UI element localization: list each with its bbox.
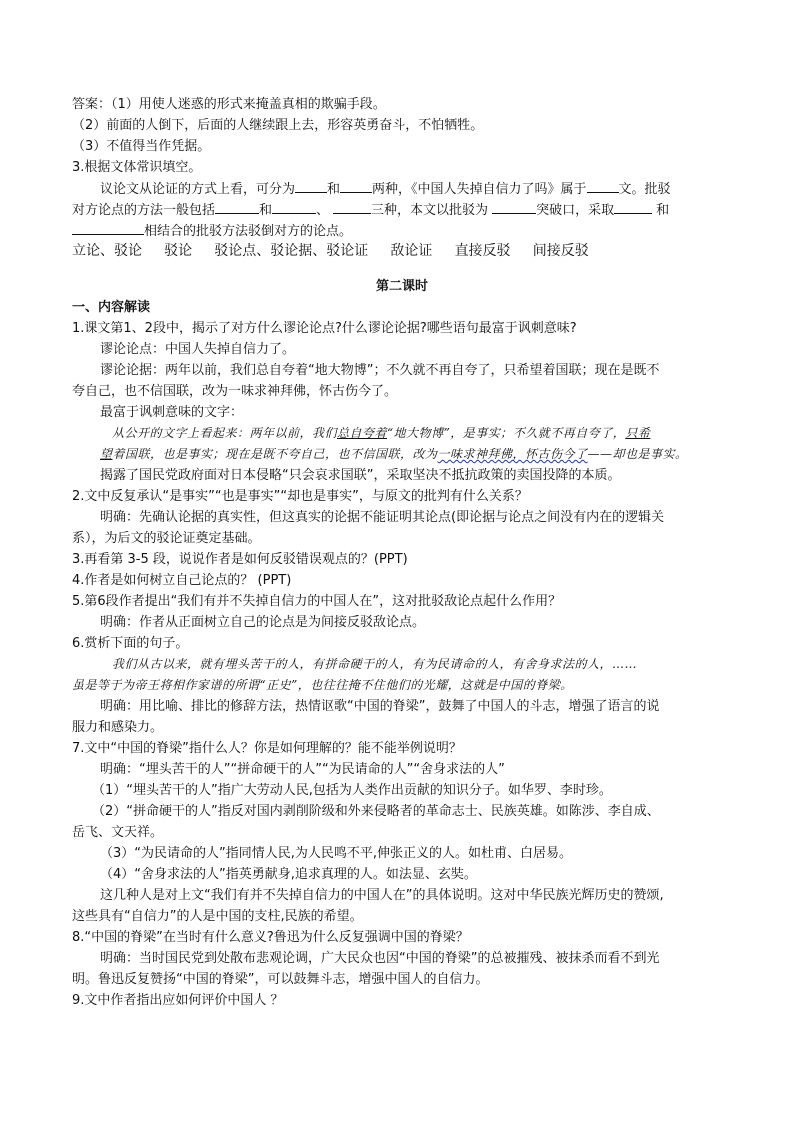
answer-text: 服力和感染力。: [72, 720, 164, 735]
quote-text: “地大物博”，是事实；不久就不再自夸了，: [387, 426, 626, 440]
answer-text: 谬论论点：中国人失掉自信力了。: [100, 342, 296, 357]
quote-line: [72, 444, 732, 465]
quote-text: ——却也是事实。: [587, 447, 688, 461]
answer-text: 这些具有“自信力”的人是中国的支柱,民族的希望。: [72, 909, 363, 924]
fill-blank-line-2: [72, 199, 732, 220]
blank-field[interactable]: [72, 220, 144, 235]
quote-line: [72, 423, 732, 444]
answer-text: 明确：作者从正面树立自己的论点是为间接反驳敌论点。: [100, 615, 426, 630]
question-9: 9.文中作者指出应如何评价中国人 ？: [72, 993, 284, 1008]
fill-text: 和: [656, 203, 670, 218]
blank-field[interactable]: [492, 199, 536, 214]
quote-text: 着国联，也是事实；现在是既不夸自己，也不信国联，改为: [112, 447, 438, 461]
answer-text: 明确：先确认论据的真实性，但这真实的论据不能证明其论点(即论据与论点之间没有内在的逻辑关: [100, 510, 665, 525]
fill-text: 对方论点的方法一般包括: [72, 203, 216, 218]
option-item: 间接反驳: [532, 243, 589, 259]
answer-line-3: （3）不值得当作凭据。: [72, 139, 211, 154]
blank-field[interactable]: [340, 178, 372, 193]
fill-text: 、: [316, 203, 330, 218]
document-page: [72, 94, 732, 1011]
fill-text: 突破口，采取: [536, 203, 615, 218]
answer-text: 这几种人是对上文“我们有并不失掉自信力的中国人在”的具体说明。这对中华民族光辉历史的赞颂,: [100, 888, 664, 903]
quote-underlined: 只希: [625, 426, 651, 440]
question-3: 3.再看第 3-5 段，说说作者是如何反驳错误观点的？(PPT): [72, 552, 408, 567]
quote-underlined: 总自夸着: [337, 426, 388, 440]
question-2: 2.文中反复承认“是事实”“也是事实”“却也是事实”，与原文的批判有什么关系？: [72, 489, 528, 504]
question-8: 8.“中国的脊梁”在当时有什么意义?鲁迅为什么反复强调中国的脊梁？: [72, 930, 469, 945]
blank-field[interactable]: [333, 199, 371, 214]
answer-text: （4）“舍身求法的人”指英勇献身,追求真理的人。如法显、玄奘。: [100, 867, 477, 882]
fill-text: 三种，本文以批驳为: [371, 203, 489, 218]
option-item: 立论、驳论: [72, 243, 142, 259]
answer-text: 夸自己，也不信国联，改为一味求神拜佛，怀古伤今了。: [72, 384, 398, 399]
answer-options: [72, 241, 732, 262]
question-5: 5.第6段作者提出“我们有并不失掉自信力的中国人在”，这对批驳敌论点起什么作用？: [72, 594, 562, 609]
option-item: 敌论证: [390, 243, 433, 259]
question-1: 1.课文第1、2段中，揭示了对方什么谬论论点?什么谬论论据?哪些语句最富于讽刺意味?: [72, 321, 577, 336]
fill-text: 两种，《中国人失掉自信力了吗》属于: [372, 182, 587, 197]
quote-line: 我们从古以来，就有埋头苦干的人，有拼命硬干的人，有为民请命的人，有舍身求法的人，……: [112, 657, 638, 671]
fill-text: 相结合的批驳方法驳倒对方的论点。: [144, 224, 353, 239]
quote-text: 从公开的文字上看起来：两年以前，我们: [112, 426, 338, 440]
fill-blank-line-3: [72, 220, 732, 241]
answer-text: 最富于讽刺意味的文字：: [100, 405, 244, 420]
quote-underlined: 望: [100, 447, 113, 461]
answer-text: 明确：当时国民党到处散布悲观论调，广大民众也因“中国的脊梁”的总被摧残、被抹杀而看不到光: [100, 951, 660, 966]
option-item: 驳论: [164, 243, 193, 259]
question-7: 7.文中“中国的脊梁”指什么人？你是如何理解的？能不能举例说明？: [72, 741, 462, 756]
answer-text: （1）“埋头苦干的人”指广大劳动人民,包括为人类作出贡献的知识分子。如华罗、李时珍。: [92, 783, 612, 798]
answer-line-2: （2）前面的人倒下，后面的人继续跟上去，形容英勇奋斗，不怕牺牲。: [72, 118, 484, 133]
answer-text: 谬论论据：两年以前，我们总自夸着“地大物博”；不久就不再自夸了，只希望着国联；现在是既不: [100, 363, 660, 378]
question-6: 6.赏析下面的句子。: [72, 636, 189, 651]
fill-text: 和: [327, 182, 341, 197]
option-item: 驳论点、驳论据、驳论证: [214, 243, 369, 259]
fill-text: 文。批驳: [618, 182, 671, 197]
answer-line-1: 答案：（1）用使人迷惑的形式来掩盖真相的欺骗手段。: [72, 97, 386, 112]
fill-blank-line-1: [72, 178, 732, 199]
blank-field[interactable]: [295, 178, 327, 193]
answer-text: 揭露了国民党政府面对日本侵略“只会哀求国联”，采取坚决不抵抗政策的卖国投降的本质。: [100, 468, 621, 483]
answer-text: 明确：“埋头苦干的人”“拼命硬干的人”“为民请命的人”“舍身求法的人”: [100, 762, 505, 777]
quote-line: 虽是等于为帝王将相作家谱的所谓“正史”，也往往掩不住他们的光耀，这就是中国的脊梁。: [72, 678, 573, 692]
answer-text: 系），为后文的驳论证奠定基础。: [72, 531, 261, 546]
blank-field[interactable]: [272, 199, 316, 214]
blank-field[interactable]: [215, 199, 259, 214]
option-item: 直接反驳: [454, 243, 511, 259]
answer-text: 岳飞、文天祥。: [72, 825, 164, 840]
answer-text: 明确：用比喻、排比的修辞方法，热情讴歌“中国的脊梁”，鼓舞了中国人的斗志，增强了语言的说: [100, 699, 660, 714]
quote-wavy-underlined: 一味求神拜佛，怀古伤今了: [437, 447, 588, 461]
question-3-title: 3.根据文体常识填空。: [72, 160, 202, 175]
question-4: 4.作者是如何树立自己论点的？ (PPT): [72, 573, 292, 588]
lesson-title: 第二课时: [375, 279, 428, 294]
fill-text: 和: [259, 203, 273, 218]
answer-text: 明。鲁迅反复赞扬“中国的脊梁”，可以鼓舞斗志，增强中国人的自信力。: [72, 972, 489, 987]
blank-field[interactable]: [614, 199, 652, 214]
answer-text: （2）“拼命硬干的人”指反对国内剥削阶级和外来侵略者的革命志士、民族英雄。如陈涉、李自成、: [92, 804, 660, 819]
answer-text: （3）“为民请命的人”指同情人民,为人民鸣不平,伸张正义的人。如杜甫、白居易。: [100, 846, 573, 861]
section-heading: 一、内容解读: [72, 300, 151, 315]
blank-field[interactable]: [587, 178, 619, 193]
fill-text: 议论文从论证的方式上看，可分为: [100, 182, 296, 197]
